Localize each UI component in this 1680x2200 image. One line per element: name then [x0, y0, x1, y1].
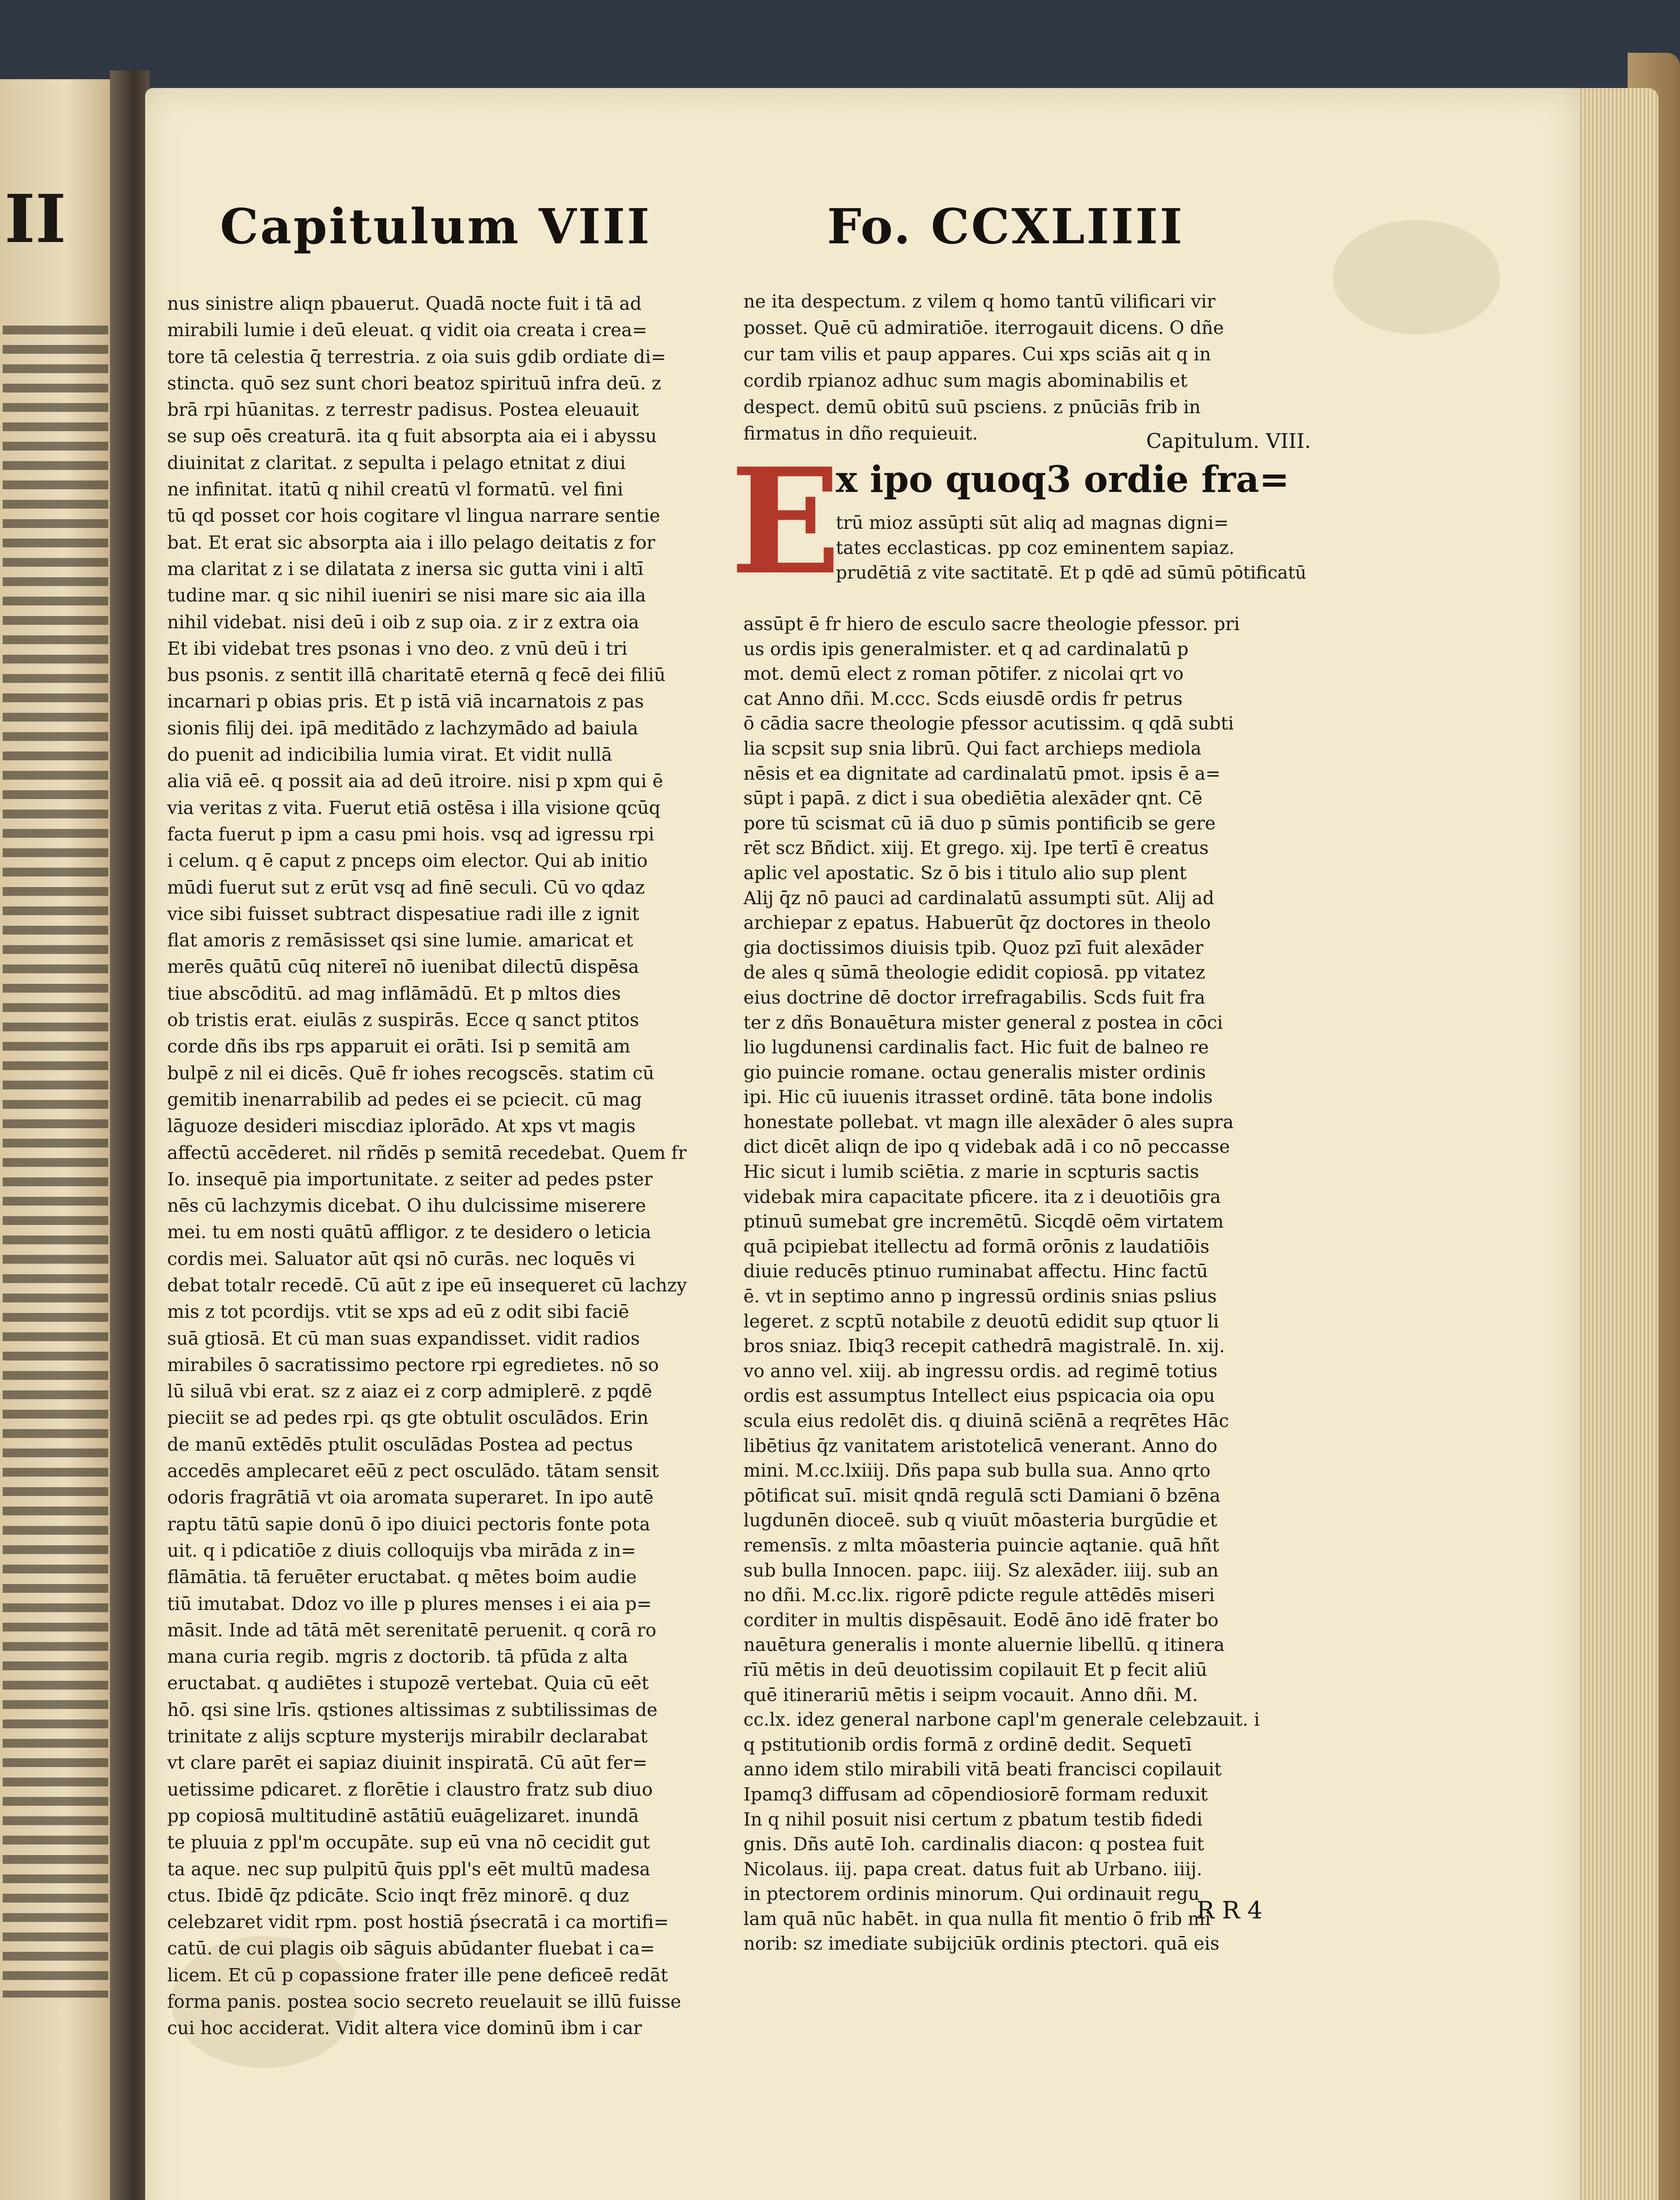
text-line: suā gtiosā. Et cū man suas expandisset. vidit radios	[167, 1327, 640, 1349]
text-line: ordis est assumptus Intellect eius pspicacia oia opu	[743, 1385, 1215, 1407]
text-line: ne infinitat. itatū q nihil creatū vl formatū. vel fini	[167, 479, 623, 500]
text-line: tates ecclasticas. pp coz eminentem sapiaz.	[836, 537, 1235, 558]
text-line: no dñi. M.cc.lix. rigorē pdicte regule attēdēs miseri	[743, 1584, 1215, 1606]
text-line: cat Anno dñi. M.ccc. Scds eiusdē ordis fr petrus	[743, 688, 1183, 709]
text-line: de manū extēdēs ptulit osculādas Postea ad pectus	[167, 1434, 633, 1455]
text-line: gnis. Dñs autē Ioh. cardinalis diacon: q postea fuit	[743, 1833, 1204, 1855]
paper-stain	[1333, 220, 1500, 334]
text-line: bros sniaz. Ibiq3 recepit cathedrā magistralē. In. xij.	[743, 1335, 1225, 1357]
text-line: quē itinerariū mētis i seipm vocauit. Anno dñi. M.	[743, 1684, 1198, 1705]
text-line: bat. Et erat sic absorpta aia i illo pelago deitatis z for	[167, 532, 655, 553]
text-line: mirabiles ō sacratissimo pectore rpi egredietes. nō so	[167, 1354, 659, 1375]
text-line: eius doctrine dē doctor irrefragabilis. Scds fuit fra	[743, 986, 1205, 1008]
text-line: vo anno vel. xiij. ab ingressu ordis. ad regimē totius	[743, 1360, 1218, 1382]
text-line: merēs quātū cūq nitereī nō iuenibat dilectū dispēsa	[167, 956, 639, 978]
text-line: mei. tu em nosti quātū affligor. z te desidero o leticia	[167, 1221, 652, 1243]
text-line: ptinuū sumebat gre incremētū. Sicqdē oēm virtatem	[743, 1211, 1224, 1232]
chapter-heading: Capitulum. VIII.	[1146, 429, 1311, 453]
text-line: odoris fragrātiā vt oia aromata superaret. In ipo autē	[167, 1487, 654, 1508]
text-line: Et ibi videbat tres psonas i vno deo. z vnū deū i tri	[167, 638, 628, 659]
text-line: flat amoris z remāsisset qsi sine lumie. amaricat et	[167, 930, 633, 951]
chapter-incipit: x ipo quoq3 ordie fra=	[836, 458, 1290, 501]
text-line: tū qd posset cor hois cogitare vl lingua narrare sentie	[167, 505, 660, 527]
text-line: Nicolaus. iij. papa creat. datus fuit ab Urbano. iiij.	[743, 1858, 1202, 1880]
text-line: ma claritat z i se dilatata z inersa sic gutta vini i altī	[167, 558, 644, 579]
text-line: q pstitutionib ordis formā z ordinē dedit. Sequetī	[743, 1734, 1192, 1755]
text-line: mis z tot pcordijs. vtit se xps ad eū z odit sibi faciē	[167, 1301, 630, 1323]
text-line: licem. Et cū p copassione frater ille pene deficeē redāt	[167, 1964, 668, 1986]
text-line: archiepar z epatus. Habuerūt q̄z doctores in theolo	[743, 912, 1211, 934]
text-line: sūpt i papā. z dict i sua obediētia alexāder qnt. Cē	[743, 788, 1203, 809]
text-line: diuinitat z claritat. z sepulta i pelago etnitat z diui	[167, 452, 626, 473]
text-line: diuie reducēs ptinuo ruminabat affectu. Hinc factū	[743, 1261, 1208, 1282]
text-line: forma panis. postea socio secreto reuelauit se illū fuisse	[167, 1991, 681, 2012]
text-line: catū. de cui plagis oib sāguis abūdanter fluebat i ca=	[167, 1938, 655, 1959]
text-line: dict dicēt aliqn de ipo q videbak adā i co nō peccasse	[743, 1136, 1230, 1158]
text-line: tore tā celestia q̄ terrestria. z oia suis gdib ordiate di=	[167, 346, 666, 367]
text-line: eructabat. q audiētes i stupozē vertebat. Quia cū eēt	[167, 1672, 649, 1694]
text-line: incarnari p obias pris. Et p istā viā incarnatois z pas	[167, 691, 644, 712]
text-line: gemitib inenarrabilib ad pedes ei se pciecit. cū mag	[167, 1089, 642, 1110]
left-page-text-block	[3, 326, 108, 1998]
text-line: lio lugdunensi cardinalis fact. Hic fuit de balneo re	[743, 1037, 1209, 1058]
running-head: Capitulum VIII	[220, 198, 652, 255]
text-line: Io. insequē pia importunitate. z seiter ad pedes pster	[167, 1168, 653, 1190]
text-line: tiue abscōditū. ad mag inflāmādū. Et p mltos dies	[167, 983, 621, 1004]
text-line: Alij q̄z nō pauci ad cardinalatū assumpti sūt. Alij ad	[743, 887, 1215, 909]
text-line: quā pcipiebat itellectu ad formā orōnis z laudatiōis	[743, 1236, 1210, 1257]
text-line: cui hoc acciderat. Vidit altera vice dominū ibm i car	[167, 2017, 642, 2039]
text-line: lia scpsit sup snia librū. Qui fact archieps mediola	[743, 737, 1202, 759]
text-line: corde dñs ibs rps apparuit ei orāti. Isi p semitā am	[167, 1036, 630, 1057]
text-line: se sup oēs creaturā. ita q fuit absorpta aia ei i abyssu	[167, 425, 657, 447]
text-line: nauētura generalis i monte aluernie libellū. q itinera	[743, 1634, 1225, 1656]
text-line: ipi. Hic cū iuuenis itrasset ordinē. tāta bone indolis	[743, 1086, 1213, 1108]
text-line: lū siluā vbi erat. sz z aiaz ei z corp admiplerē. z pqdē	[167, 1381, 652, 1402]
text-line: uit. q i pdicatiōe z diuis colloquijs vba mirāda z in=	[167, 1540, 636, 1561]
text-line: anno idem stilo mirabili vitā beati francisci copilauit	[743, 1759, 1222, 1780]
text-line: pp copiosā multitudinē astātiū euāgelizaret. inundā	[167, 1805, 639, 1826]
text-line: stincta. quō sez sunt chori beatoz spirituū infra deū. z	[167, 372, 661, 394]
text-line: prudētiā z vite sactitatē. Et p qdē ad sūmū pōtificatū	[836, 563, 1307, 583]
text-line: mini. M.cc.lxiiij. Dñs papa sub bulla sua. Anno qrto	[743, 1460, 1211, 1481]
text-line: ta aque. nec sup pulpitū q̄uis ppl's eēt multū madesa	[167, 1858, 651, 1880]
text-line: corditer in multis dispēsauit. Eodē āno idē frater bo	[743, 1609, 1219, 1631]
text-line: brā rpi hūanitas. z terrestr padisus. Postea eleuauit	[167, 399, 639, 421]
text-line: trū mioz assūpti sūt aliq ad magnas digni=	[836, 512, 1229, 533]
text-line: lam quā nūc habēt. in qua nulla fit mentio ō frib mi	[743, 1908, 1211, 1929]
text-line: gio puincie romane. octau generalis mister ordinis	[743, 1061, 1206, 1083]
text-line: mana curia regib. mgris z doctorib. tā pfūda z alta	[167, 1646, 628, 1668]
text-line: remensīs. z mlta mōasteria puincie aqtanie. quā hñt	[743, 1534, 1219, 1556]
text-line: hō. qsi sine lrīs. qstiones altissimas z subtilissimas de	[167, 1699, 658, 1720]
folio-number: Fo. CCXLIIII	[827, 198, 1184, 255]
text-line: ne ita despectum. z vilem q homo tantū vilificari vir	[743, 291, 1215, 312]
text-line: vice sibi fuisset subtract dispesatiue radi ille z ignit	[167, 903, 640, 924]
text-line: Ipamq3 diffusam ad cōpendiosiorē formam reduxit	[743, 1783, 1208, 1805]
text-line: uetissime pdicaret. z florētie i claustro fratz sub diuo	[167, 1778, 653, 1800]
text-line: despect. demū obitū suū psciens. z pnūciās frib in	[743, 396, 1201, 418]
text-line: mirabili lumie i deū eleuat. q vidit oia creata i crea=	[167, 319, 648, 341]
text-line: cordis mei. Saluator aūt qsi nō curās. nec loquēs vi	[167, 1248, 635, 1269]
text-line: In q nihil posuit nisi certum z pbatum testib fidedi	[743, 1808, 1203, 1830]
text-line: cur tam vilis et paup appares. Cui xps sciās ait q in	[743, 344, 1211, 365]
signature-mark: R R 4	[1197, 1896, 1263, 1924]
text-line: mūdi fuerut sut z erūt vsq ad finē seculi. Cū vo qdaz	[167, 876, 645, 898]
text-line: rīū mētis in deū deuotissim copilauit Et p fecit aliū	[743, 1659, 1208, 1680]
text-line: vt clare parēt ei sapiaz diuinit inspiratā. Cū aūt fer=	[167, 1752, 648, 1774]
text-line: legeret. z scptū notabile z deuotū edidit sup qtuor li	[743, 1310, 1219, 1332]
text-line: us ordis ipis generalmister. et q ad cardinalatū p	[743, 638, 1189, 660]
text-line: nus sinistre aliqn pbauerut. Quadā nocte fuit i tā ad	[167, 293, 642, 314]
text-line: do puenit ad indicibilia lumia virat. Et vidit nullā	[167, 744, 612, 766]
text-line: gia doctissimos diuisis tpib. Quoz pzī fuit alexāder	[743, 937, 1204, 958]
text-line: te pluuia z ppl'm occupāte. sup eū vna nō cecidit gut	[167, 1832, 650, 1853]
text-line: māsit. Inde ad tātā mēt serenitatē peruenit. q corā ro	[167, 1619, 656, 1641]
text-line: sub bulla Innocen. papc. iiij. Sz alexāder. iiij. sub an	[743, 1559, 1219, 1581]
text-line: raptu tātū sapie donū ō ipo diuici pectoris fonte pota	[167, 1513, 651, 1535]
text-line: posset. Quē cū admiratiōe. iterrogauit dicens. O dñe	[743, 317, 1224, 338]
text-column-right-body	[836, 510, 1311, 612]
text-line: norib: sz imediate subijciūk ordinis ptectori. quā eis	[743, 1933, 1219, 1954]
text-line: ctus. Ibidē q̄z pdicāte. Scio inqt frēz minorē. q duz	[167, 1885, 630, 1906]
text-column-left	[167, 290, 739, 2039]
text-line: ē. vt in septimo anno p ingressū ordinis snias pslius	[743, 1286, 1217, 1307]
text-line: honestate pollebat. vt magn ille alexāder ō ales supra	[743, 1111, 1234, 1133]
text-line: celebzaret vidit rpm. post hostiā ṕsecratā i ca mortifi=	[167, 1911, 669, 1933]
text-line: facta fuerut p ipm a casu pmi hois. vsq ad igressu rpi	[167, 823, 655, 845]
text-line: via veritas z vita. Fuerut etiā ostēsa i illa visione qcūq	[167, 797, 661, 818]
text-line: sionis filij dei. ipā meditādo z lachzymādo ad baiula	[167, 717, 638, 739]
text-line: i celum. q ē caput z pnceps oim elector. Qui ab initio	[167, 850, 648, 872]
text-line: ter z dñs Bonauētura mister general z postea in cōci	[743, 1012, 1223, 1033]
text-line: in ptectorem ordinis minorum. Qui ordinauit regu	[743, 1883, 1200, 1905]
text-line: videbak mira capacitate pficere. ita z i deuotiōis gra	[743, 1186, 1221, 1207]
text-line: accedēs amplecaret eēū z pect osculādo. tātam sensit	[167, 1460, 659, 1482]
text-line: bus psonis. z sentit illā charitatē eternā q fecē dei filiū	[167, 664, 666, 686]
text-line: lāguoze desideri miscdiaz iplorādo. At xps vt magis	[167, 1115, 636, 1137]
page-edges	[1566, 88, 1658, 2200]
text-line: cc.lx. idez general narbone capl'm generale celebzauit. i	[743, 1709, 1260, 1731]
decorated-initial: E	[730, 436, 841, 607]
text-line: ō cādia sacre theologie pfessor acutissim. q qdā subti	[743, 713, 1234, 734]
text-line: firmatus in dño requieuit.	[743, 423, 978, 444]
text-line: debat totalr recedē. Cū aūt z ipe eū insequeret cū lachzy	[167, 1274, 687, 1296]
left-page-running-head: II	[4, 180, 66, 258]
book-gutter	[110, 70, 150, 2200]
text-line: nēsis et ea dignitate ad cardinalatū pmot. ipsis ē a=	[743, 763, 1221, 784]
text-line: de ales q sūmā theologie edidit copiosā. pp vitatez	[743, 962, 1205, 983]
text-line: tiū imutabat. Ddoz vo ille p plures menses i ei aia p=	[167, 1593, 652, 1614]
text-line: aplic vel apostatic. Sz ō bis i titulo alio sup plent	[743, 862, 1187, 884]
text-line: pore tū scismat cū iā duo p sūmis pontificib se gere	[743, 812, 1216, 834]
text-line: alia viā eē. q possit aia ad deū itroire. nisi p xpm qui ē	[167, 770, 663, 792]
text-line: trinitate z alijs scpture mysterijs mirabilr declarabat	[167, 1726, 648, 1747]
text-line: mot. demū elect z roman pōtifer. z nicolai qrt vo	[743, 663, 1184, 685]
text-line: rēt scz Bñdict. xiij. Et grego. xij. Ipe tertī ē creatus	[743, 837, 1209, 859]
text-line: cordib rpianoz adhuc sum magis abominabilis et	[743, 370, 1188, 391]
text-line: pōtificat suī. misit qndā regulā scti Damiani ō bzēna	[743, 1485, 1221, 1506]
text-line: nēs cū lachzymis dicebat. O ihu dulcissime miserere	[167, 1195, 646, 1217]
text-line: Hic sicut i lumib sciētia. z marie in scpturis sactis	[743, 1161, 1199, 1183]
text-line: lugdunēn dioceē. sub q viuūt mōasteria burgūdie et	[743, 1510, 1217, 1531]
left-page	[0, 79, 110, 2200]
text-line: nihil videbat. nisi deū i oib z sup oia. z ir z extra oia	[167, 611, 639, 633]
text-line: bulpē z nil ei dicēs. Quē fr iohes recogscēs. statim cū	[167, 1062, 655, 1084]
text-line: tudine mar. q sic nihil iueniri se nisi mare sic aia illa	[167, 585, 646, 606]
text-line: flāmātia. tā feruēter eructabat. q mētes boim audie	[167, 1566, 637, 1588]
text-line: assūpt ē fr hiero de esculo sacre theologie pfessor. pri	[743, 613, 1240, 634]
text-line: scula eius redolēt dis. q diuinā sciēnā a reqrētes Hāc	[743, 1410, 1229, 1431]
text-line: affectū accēderet. nil rñdēs p semitā recedebat. Quem fr	[167, 1142, 687, 1163]
text-line: ob tristis erat. eiulās z suspirās. Ecce q sanct ptitos	[167, 1009, 639, 1031]
text-line: pieciit se ad pedes rpi. qs gte obtulit osculādos. Erin	[167, 1407, 649, 1429]
text-line: libētius q̄z vanitatem aristotelicā venerant. Anno do	[743, 1435, 1218, 1456]
